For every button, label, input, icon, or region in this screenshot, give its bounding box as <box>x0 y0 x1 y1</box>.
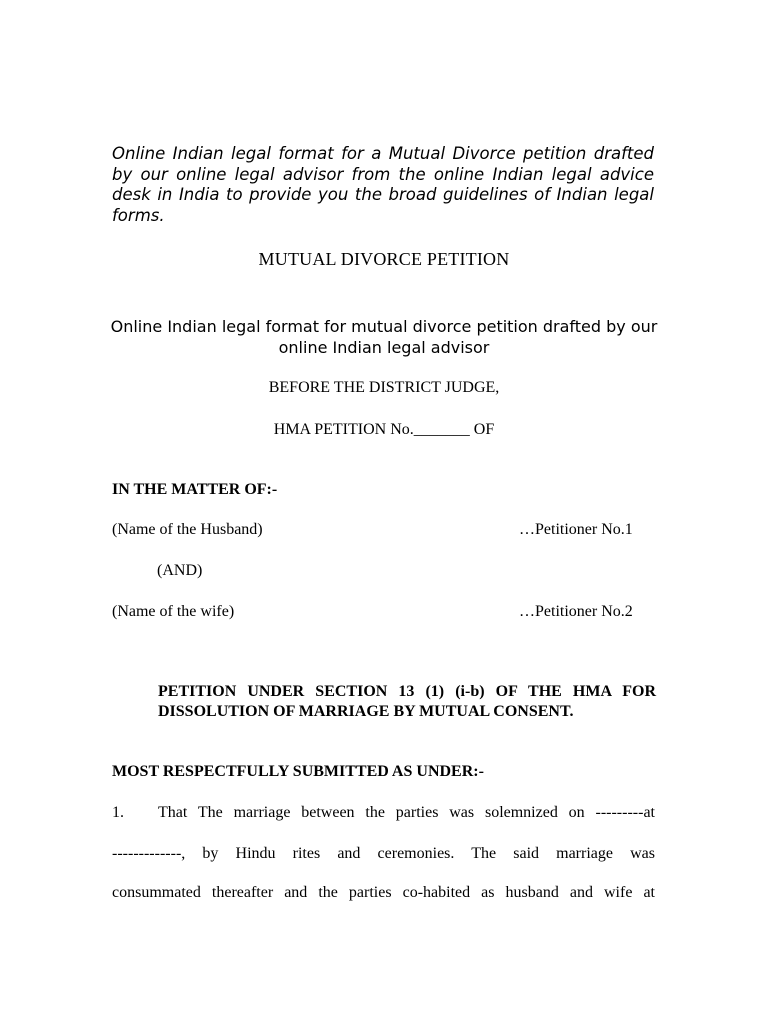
wife-role: …Petitioner No.2 <box>519 603 633 620</box>
paragraph-line-text: consummated thereafter and the parties co-habited as husband and wife at <box>112 884 655 901</box>
matter-heading: IN THE MATTER OF:- <box>112 481 278 498</box>
paragraph-line-text: That The marriage between the parties was solemnized on ---------at <box>158 804 655 821</box>
petition-heading: PETITION UNDER SECTION 13 (1) (i-b) OF THE HMA FOR DISSOLUTION OF MARRIAGE BY MUTUAL CONSENT. <box>158 683 656 720</box>
paragraph-line <box>112 845 655 863</box>
document-subtitle: Online Indian legal format for mutual divorce petition drafted by our online Indian legal advisor <box>110 317 658 357</box>
paragraph-line <box>158 804 655 822</box>
and-separator: (AND) <box>157 562 203 579</box>
paragraph-line-text: -------------, by Hindu rites and ceremonies. The said marriage was <box>112 845 655 862</box>
court-heading: BEFORE THE DISTRICT JUDGE, <box>268 379 500 396</box>
intro-text: Online Indian legal format for a Mutual Divorce petition drafted by our online legal advisor from the online Indian legal advice desk in India to provide you the broad guidelines of Indian legal forms. <box>112 144 654 225</box>
document-title: MUTUAL DIVORCE PETITION <box>258 249 510 269</box>
paragraph-number: 1. <box>112 804 124 821</box>
submitted-heading: MOST RESPECTFULLY SUBMITTED AS UNDER:- <box>112 763 484 780</box>
husband-name: (Name of the Husband) <box>112 521 263 538</box>
paragraph-line <box>112 884 655 902</box>
petition-number: HMA PETITION No._______ OF <box>273 421 495 438</box>
wife-name: (Name of the wife) <box>112 603 235 620</box>
husband-role: …Petitioner No.1 <box>519 521 633 538</box>
